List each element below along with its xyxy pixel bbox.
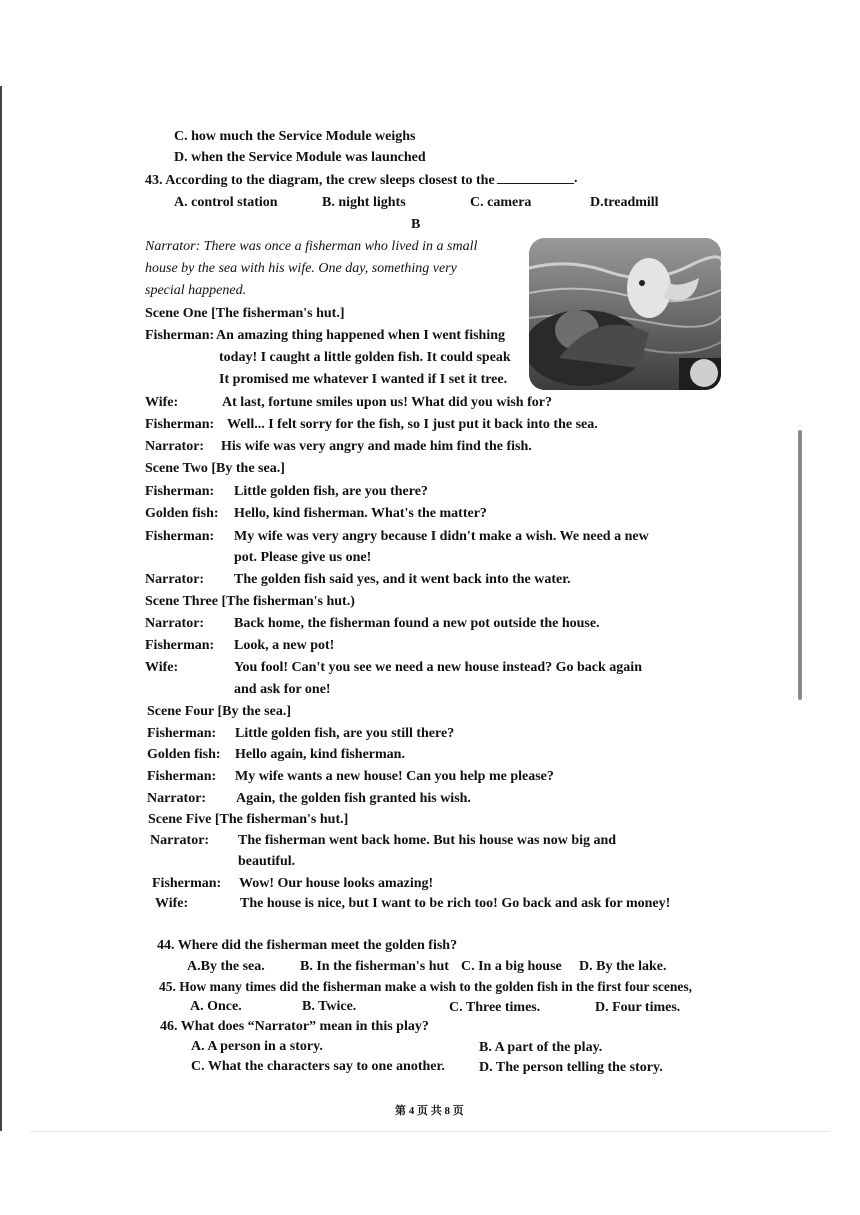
dialogue-line: The fisherman went back home. But his house was now big and (238, 833, 617, 848)
fisherman-fish-illustration (529, 238, 721, 390)
speaker-label: Wife: (145, 395, 179, 410)
dialogue-line: pot. Please give us one! (234, 550, 372, 565)
q42-option-c: C. how much the Service Module weighs (174, 129, 416, 144)
speaker-label: Narrator: (145, 572, 205, 587)
dialogue-line: Hello, kind fisherman. What's the matter? (234, 506, 487, 521)
narration-line: house by the sea with his wife. One day, something very (145, 261, 457, 276)
speaker-label: Narrator: (150, 833, 210, 848)
speaker-label: Fisherman: (145, 417, 215, 432)
dialogue-line: Again, the golden fish granted his wish. (236, 791, 471, 806)
q42-option-d: D. when the Service Module was launched (174, 150, 426, 165)
speaker-label: Fisherman: (145, 529, 215, 544)
scene-heading: Scene Four [By the sea.] (147, 704, 291, 719)
scrollbar-thumb[interactable] (798, 430, 802, 700)
dialogue-line: The golden fish said yes, and it went back into the water. (234, 572, 571, 587)
q43-stem: 43. According to the diagram, the crew sleeps closest to the (145, 173, 495, 188)
q44-stem: 44. Where did the fisherman meet the golden fish? (157, 938, 458, 953)
dialogue-line: Well... I felt sorry for the fish, so I just put it back into the sea. (227, 417, 598, 432)
speaker-label: Fisherman: (152, 876, 222, 891)
q46-stem: 46. What does “Narrator” mean in this play? (160, 1019, 429, 1034)
dialogue-line: An amazing thing happened when I went fishing (216, 328, 506, 343)
q46-option-b: B. A part of the play. (479, 1040, 603, 1055)
dialogue-line: Hello again, kind fisherman. (235, 747, 405, 762)
q45-stem: 45. How many times did the fisherman make a wish to the golden fish in the first four scenes, (159, 979, 692, 994)
page-number-footer: 第 4 页 共 8 页 (395, 1105, 464, 1117)
dialogue-line: You fool! Can't you see we need a new house instead? Go back again (234, 660, 642, 675)
q43-option-c: C. camera (470, 195, 532, 210)
q45-option-b: B. Twice. (302, 999, 357, 1014)
dialogue-line: Look, a new pot! (234, 638, 335, 653)
q44-option-c: C. In a big house (461, 959, 562, 974)
speaker-label: Golden fish: (145, 506, 219, 521)
q45-option-c: C. Three times. (449, 1000, 541, 1015)
q46-option-c: C. What the characters say to one another. (191, 1059, 445, 1074)
q45-option-d: D. Four times. (595, 1000, 681, 1015)
page-edge-left (0, 86, 2, 1131)
q43-option-b: B. night lights (322, 195, 406, 210)
speaker-label: Narrator: (147, 791, 207, 806)
dialogue-line: Little golden fish, are you still there? (235, 726, 455, 741)
speaker-label: Golden fish: (147, 747, 221, 762)
dialogue-line: and ask for one! (234, 682, 331, 697)
scene-heading: Scene Three [The fisherman's hut.) (145, 594, 355, 609)
speaker-label: Fisherman: (145, 484, 215, 499)
speaker-label: Wife: (145, 660, 179, 675)
speaker-label: Narrator: (145, 616, 205, 631)
q43-option-d: D.treadmill (590, 195, 659, 210)
dialogue-line: The house is nice, but I want to be rich too! Go back and ask for money! (240, 896, 671, 911)
scene-heading: Scene Five [The fisherman's hut.] (148, 812, 349, 827)
speaker-label: Fisherman: (145, 328, 215, 343)
speaker-label: Fisherman: (147, 769, 217, 784)
speaker-label: Fisherman: (145, 638, 215, 653)
speaker-label: Fisherman: (147, 726, 217, 741)
dialogue-line: It promised me whatever I wanted if I set it tree. (219, 372, 508, 387)
dialogue-line: Wow! Our house looks amazing! (239, 876, 434, 891)
q44-option-a: A.By the sea. (187, 959, 265, 974)
q43-option-a: A. control station (174, 195, 278, 210)
q44-option-b: B. In the fisherman's hut (300, 959, 449, 974)
dialogue-line: My wife wants a new house! Can you help me please? (235, 769, 554, 784)
speaker-label: Narrator: (145, 439, 205, 454)
dialogue-line: At last, fortune smiles upon us! What did you wish for? (222, 395, 552, 410)
q43-blank: ___________. (497, 171, 578, 186)
dialogue-line: today! I caught a little golden fish. It could speak (219, 350, 511, 365)
scene-heading: Scene One [The fisherman's hut.] (145, 306, 345, 321)
narration-line: Narrator: There was once a fisherman who lived in a small (145, 239, 478, 254)
dialogue-line: My wife was very angry because I didn't make a wish. We need a new (234, 529, 649, 544)
fisherman-and-fish-icon (529, 238, 721, 390)
page-edge-bottom (30, 1131, 830, 1132)
speaker-label: Wife: (155, 896, 189, 911)
q45-option-a: A. Once. (190, 999, 242, 1014)
dialogue-line: Back home, the fisherman found a new pot outside the house. (234, 616, 600, 631)
narration-line: special happened. (145, 283, 247, 298)
scene-heading: Scene Two [By the sea.] (145, 461, 285, 476)
q46-option-d: D. The person telling the story. (479, 1060, 663, 1075)
dialogue-line: His wife was very angry and made him find the fish. (221, 439, 532, 454)
q44-option-d: D. By the lake. (579, 959, 667, 974)
section-heading: B (411, 217, 421, 232)
dialogue-line: Little golden fish, are you there? (234, 484, 428, 499)
q46-option-a: A. A person in a story. (191, 1039, 323, 1054)
dialogue-line: beautiful. (238, 854, 296, 869)
